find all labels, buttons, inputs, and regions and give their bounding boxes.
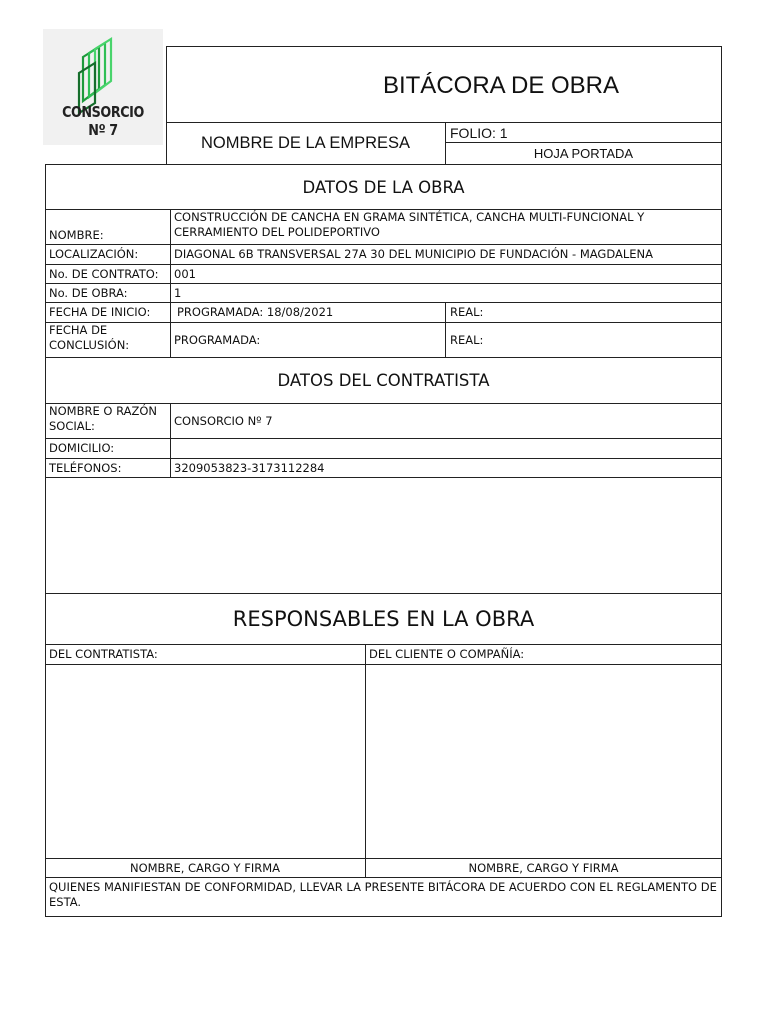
firma-label-contratista: NOMBRE, CARGO Y FIRMA [129, 860, 280, 875]
telefonos-value: 3209053823-3173112284 [174, 460, 325, 475]
contrato-value: 001 [174, 266, 196, 281]
company-name-label: NOMBRE DE LA EMPRESA [200, 133, 411, 152]
hoja-label: HOJA PORTADA [533, 145, 634, 161]
obra-value: 1 [174, 285, 182, 300]
domicilio-label: DOMICILIO: [49, 441, 115, 455]
section-title-responsables: RESPONSABLES EN LA OBRA [232, 607, 535, 631]
firma-label-cliente: NOMBRE, CARGO Y FIRMA [468, 860, 619, 875]
fecha-inicio-real: REAL: [450, 305, 484, 319]
divider [445, 302, 446, 357]
fecha-inicio-programada: PROGRAMADA: 18/08/2021 [177, 305, 334, 319]
localizacion-label: LOCALIZACIÓN: [49, 247, 139, 261]
razon-social-label: NOMBRE O RAZÓN SOCIAL: [49, 404, 158, 433]
folio-label: FOLIO: 1 [450, 124, 508, 141]
company-logo [43, 29, 163, 145]
del-cliente-label: DEL CLIENTE O COMPAÑÍA: [369, 647, 525, 661]
localizacion-value: DIAGONAL 6B TRANSVERSAL 27A 30 DEL MUNICIPIO DE FUNDACIÓN - MAGDALENA [174, 247, 653, 261]
document-title: BITÁCORA DE OBRA [382, 72, 620, 99]
domicilio-value [171, 439, 721, 458]
obra-label: No. DE OBRA: [49, 285, 128, 300]
section-title-contratista: DATOS DEL CONTRATISTA [277, 371, 490, 390]
fecha-conclusion-real: REAL: [450, 332, 484, 347]
fecha-conclusion-programada: PROGRAMADA: [174, 332, 261, 347]
conformidad-text: QUIENES MANIFIESTAN DE CONFORMIDAD, LLEVAR LA PRESENTE BITÁCORA DE ACUERDO CON EL REGLAMENTO DE ESTA. [49, 880, 717, 909]
fecha-inicio-label: FECHA DE INICIO: [49, 305, 151, 319]
telefonos-label: TELÉFONOS: [49, 460, 122, 475]
logo-text: CONSORCIO Nº 7 [62, 103, 144, 139]
del-contratista-label: DEL CONTRATISTA: [49, 647, 158, 661]
firma-area-cliente[interactable] [366, 665, 721, 858]
divider [45, 477, 722, 478]
fecha-conclusion-label: FECHA DE CONCLUSIÓN: [49, 323, 130, 352]
contrato-label: No. DE CONTRATO: [49, 266, 159, 281]
nombre-value: CONSTRUCCIÓN DE CANCHA EN GRAMA SINTÉTICA, CANCHA MULTI-FUNCIONAL Y CERRAMIENTO DEL POLIDEPORTIVO [174, 210, 645, 239]
razon-social-value: CONSORCIO Nº 7 [174, 413, 273, 428]
firma-area-contratista[interactable] [46, 665, 364, 858]
nombre-label: NOMBRE: [49, 228, 104, 242]
section-title-obra: DATOS DE LA OBRA [302, 177, 465, 197]
divider [45, 877, 722, 878]
